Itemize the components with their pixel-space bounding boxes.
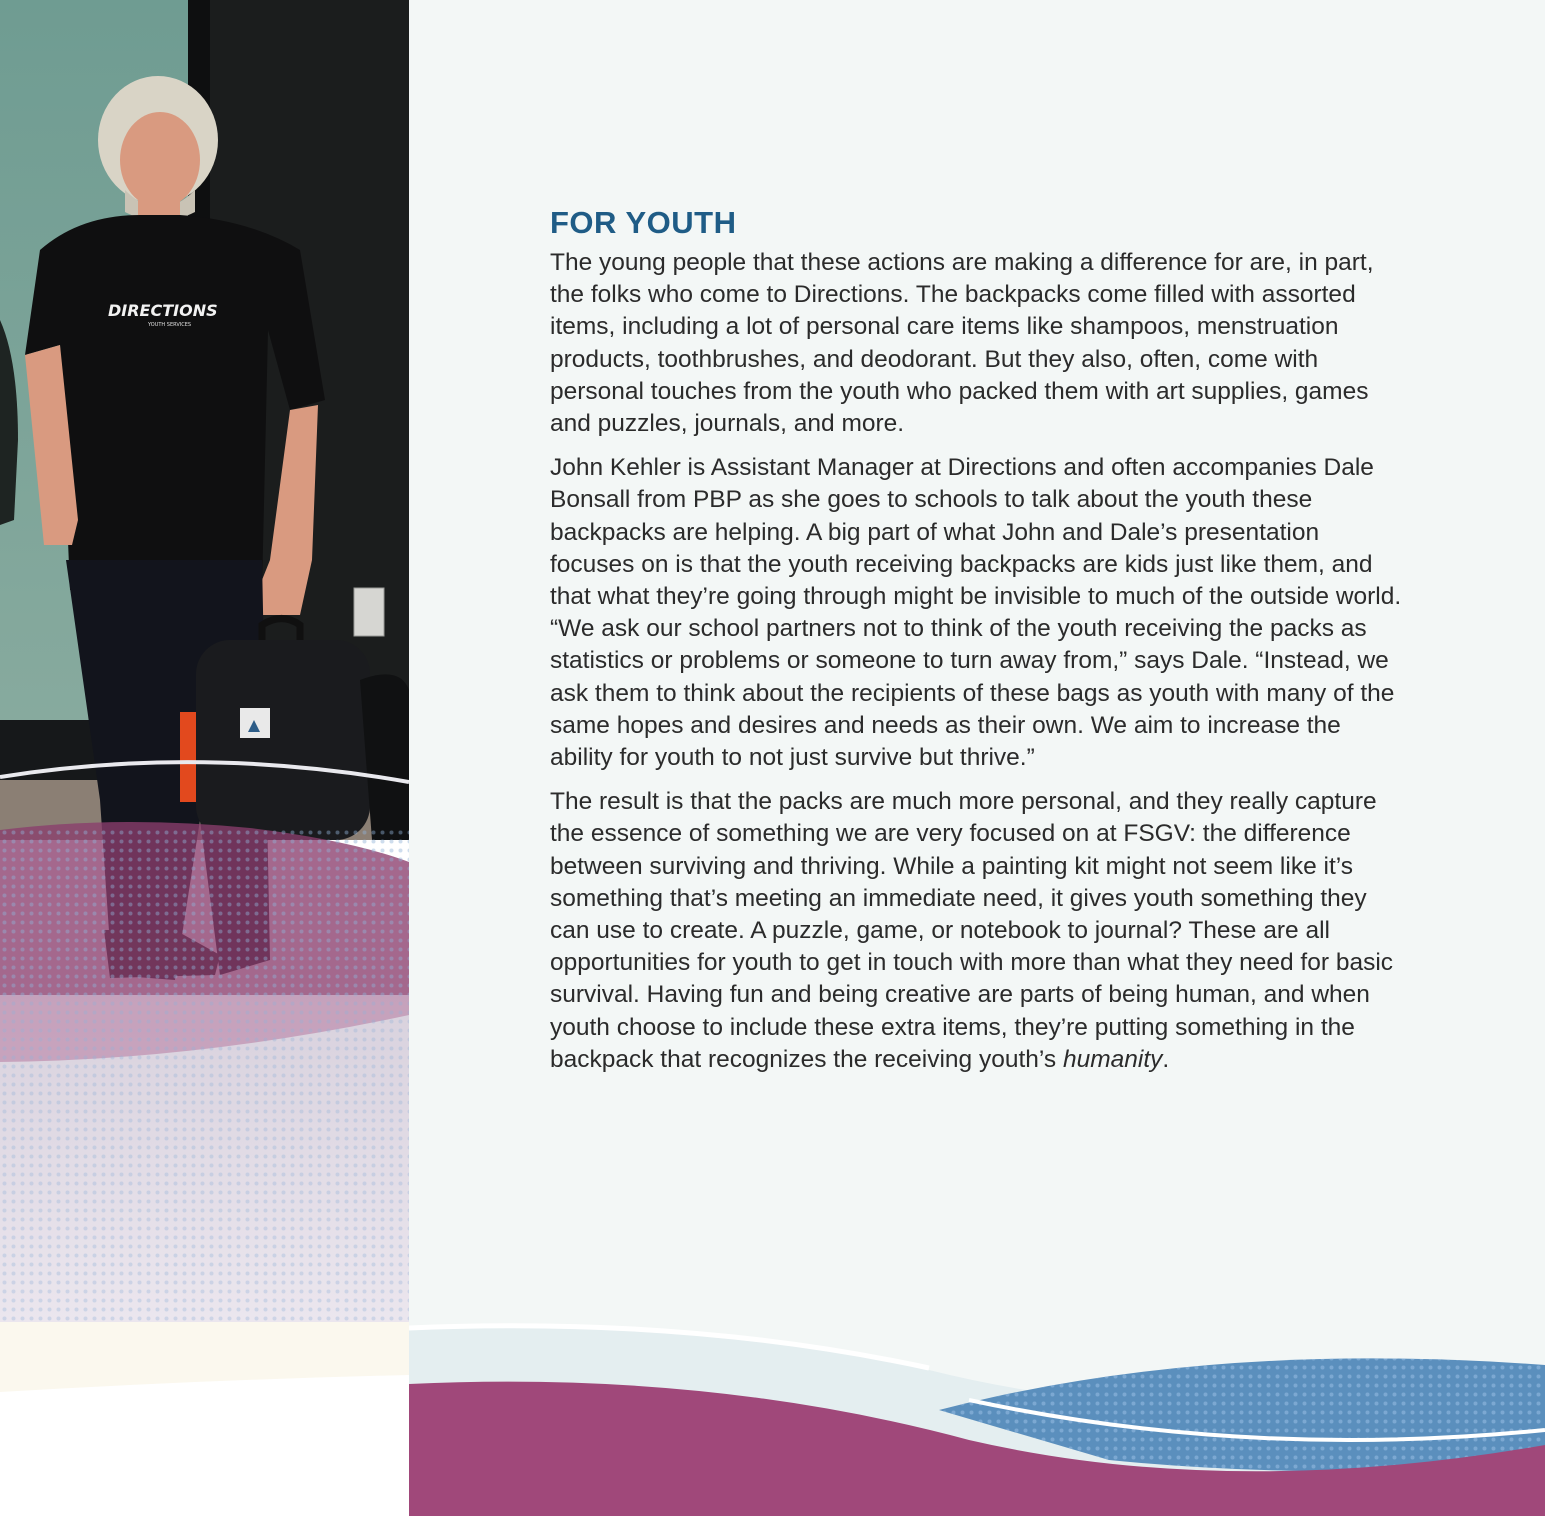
photo-panel	[0, 0, 409, 1516]
paragraph-1: The young people that these actions are making a difference for are, in part, the folks who come to Directions. The backpacks come filled with assorted items, including a lot of personal care items like shampoos, menstruation products, toothbrushes, and deodorant. But they also, often, come with personal touches from the youth who packed them with art supplies, games and puzzles, journals, and more.	[550, 249, 1374, 438]
decorative-wave-footer	[409, 1300, 1545, 1516]
paragraph-4-end: .	[1162, 1045, 1170, 1073]
paragraph-4-italic: humanity	[1062, 1045, 1163, 1073]
photo-of-man-with-backpack	[0, 0, 409, 1516]
paragraph-4	[550, 786, 1410, 1076]
shirt-logo-text: DIRECTIONS	[108, 301, 218, 320]
article	[550, 205, 1410, 1088]
section-heading: FOR YOUTH	[550, 205, 737, 240]
paragraph-2: John Kehler is Assistant Manager at Directions and often accompanies Dale Bonsall from PBP as she goes to schools to talk about the youth these backpacks are helping. A big part of what John and Dale’s presentation focuses on is that the youth receiving backpacks are kids just like them, and that what they’re going through might be invisible to much of the outside world.	[550, 454, 1402, 611]
shirt-logo-subtext: YOUTH SERVICES	[148, 322, 192, 328]
paragraph-4-text: The result is that the packs are much more personal, and they really capture the essence of something we are very focused on at FSGV: the difference between surviving and thriving. While a painting kit might not seem like it’s something that’s meeting an immediate need, it gives youth something they can use to create. A puzzle, game, or notebook to journal? These are all opportunities for youth to get in touch with more than what they need for basic survival. Having fun and being creative are parts of being human, and when youth choose to include these extra items, they’re putting something in the backpack that recognizes the receiving youth’s	[550, 788, 1394, 1073]
paragraph-3: “We ask our school partners not to think of the youth receiving the packs as statistics or problems or someone to turn away from,” says Dale. “Instead, we ask them to think about the recipients of these bags as youth with many of the same hopes and desires and needs as their own. We aim to increase the ability for youth to not just survive but thrive.”	[550, 615, 1395, 772]
